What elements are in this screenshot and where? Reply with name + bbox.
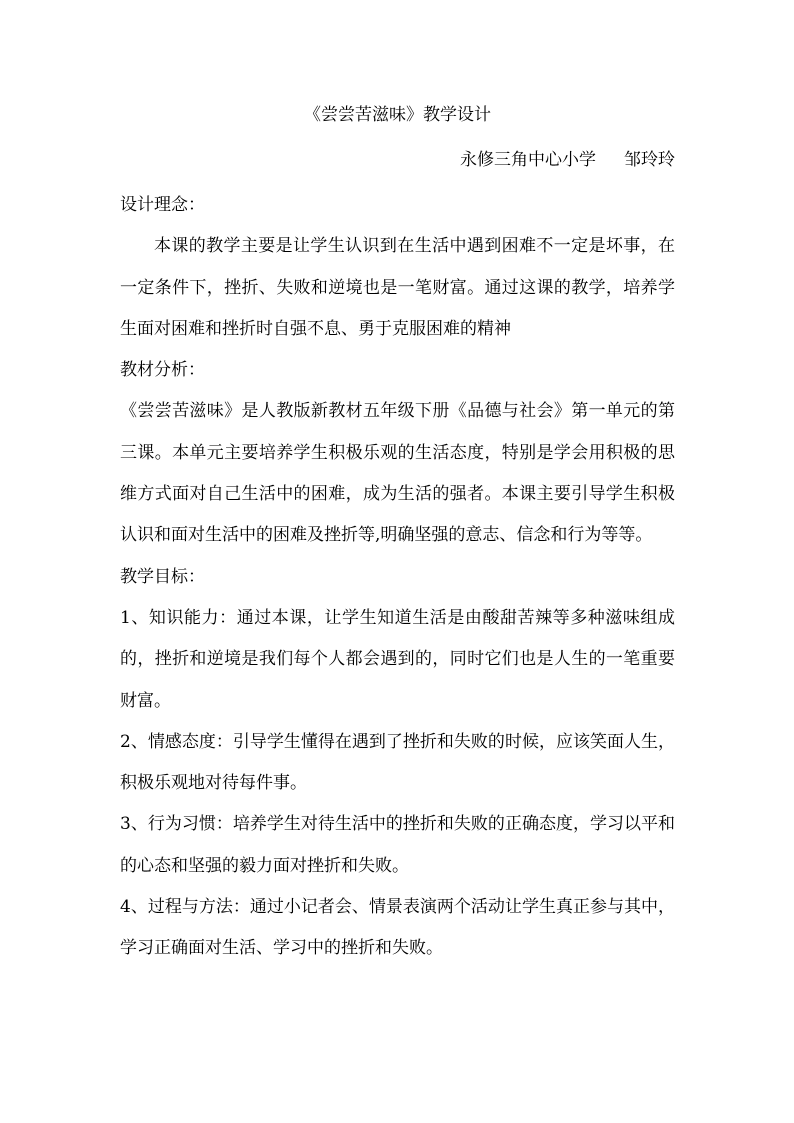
- goal-item-process: 4、过程与方法：通过小记者会、情景表演两个活动让学生真正参与其中，学习正确面对生活、学习中的挫折和失败。: [120, 897, 675, 959]
- heading-material-analysis: 教材分析：: [120, 360, 205, 381]
- paragraph-material-analysis: 《尝尝苦滋味》是人教版新教材五年级下册《品德与社会》第一单元的第三课。本单元主要培养学生积极乐观的生活态度，特别是学会用积极的思维方式面对自己生活中的困难，成为生活的强者。本课主要引导学生积极认识和面对生活中的困难及挫折等,明确坚强的意志、信念和行为等等。: [120, 401, 675, 546]
- paragraph-design-concept: 本课的教学主要是让学生认识到在生活中遇到困难不一定是坏事，在一定条件下，挫折、失败和逆境也是一笔财富。通过这课的教学，培养学生面对困难和挫折时自强不息、勇于克服困难的精神: [120, 236, 675, 339]
- document-body: [120, 185, 675, 970]
- document-title: 《尝尝苦滋味》教学设计: [304, 105, 491, 125]
- goal-item-behavior: 3、行为习惯：培养学生对待生活中的挫折和失败的正确态度，学习以平和的心态和坚强的毅力面对挫折和失败。: [120, 814, 675, 876]
- heading-teaching-goals: 教学目标：: [120, 566, 205, 587]
- author-line: [460, 147, 675, 173]
- goal-item-emotion: 2、情感态度：引导学生懂得在遇到了挫折和失败的时候，应该笑面人生，积极乐观地对待每件事。: [120, 731, 675, 794]
- heading-design-concept: 设计理念：: [120, 195, 205, 215]
- goal-item-knowledge: 1、知识能力：通过本课，让学生知道生活是由酸甜苦辣等多种滋味组成的，挫折和逆境是我们每个人都会遇到的，同时它们也是人生的一笔重要财富。: [120, 607, 675, 711]
- author-name: 邹玲玲: [624, 150, 675, 170]
- author-school: 永修三角中心小学: [460, 150, 596, 170]
